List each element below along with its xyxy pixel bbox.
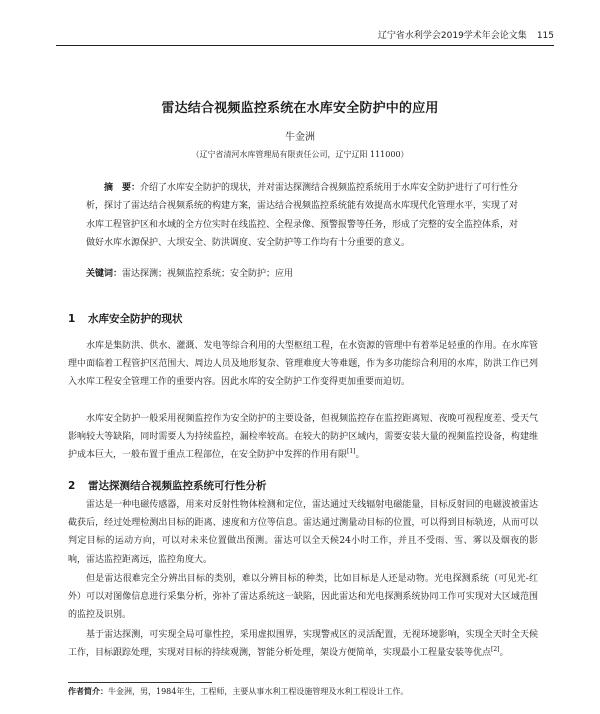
abstract-label: 摘 要： — [104, 183, 141, 193]
citation: [2] — [491, 646, 500, 654]
journal-name: 辽宁省水利学会2019学术年会论文集 — [377, 31, 527, 41]
author: 牛金洲 — [285, 132, 315, 143]
footnote-divider — [68, 682, 212, 683]
section-number: 2 — [68, 480, 76, 492]
body-paragraph: 水库安全防护一般采用视频监控作为安全防护的主要设备，但视频监控存在监控距离短、夜晚可视程度差、受天气影响较大等缺陷，同时需要人为持续监控，漏检率较高。在较大的防护区域内，需要安装大量的视频监控设备，构建维护成本巨大，一般布置于重点工程部位，在安全防护中发挥的作用有限[1]。 — [68, 414, 538, 461]
keywords-text: 雷达探测；视频监控系统；安全防护；应用 — [122, 269, 294, 279]
keywords-label: 关键词： — [86, 269, 123, 279]
paper-title: 雷达结合视频监控系统在水库安全防护中的应用 — [161, 101, 439, 116]
body-paragraph: 雷达是一种电磁传感器，用来对反射性物体检测和定位，雷达通过天线辐射电磁能量，目标反射回的电磁波被雷达截获后，经过处理检测出目标的距离、速度和方位等信息。雷达通过测量动目标的位置，可以得到目标轨迹，从而可以判定目标的运动方向，可以对未来位置做出预测。雷达可以全天候24小时工作，并且不受雨、雪、雾以及烟夜的影响，雷达监控距离远，监控角度大。 — [68, 500, 538, 565]
section-heading — [68, 311, 183, 326]
section-number: 1 — [68, 313, 76, 325]
body-paragraph: 但是雷达很难完全分辨出目标的类别，难以分辨目标的种类，比如目标是人还是动物。光电探测系统（可见光-红外）可以对图像信息进行采集分析，弥补了雷达系统这一缺陷，因此雷达和光电探测系统协同工作可实现对大区域范围的监控及识别。 — [68, 574, 538, 621]
page-number: 115 — [536, 31, 554, 41]
section-title: 雷达探测结合视频监控系统可行性分析 — [88, 480, 267, 492]
body-paragraph: 基于雷达探测，可实现全局可靠性控，采用虚拟围界，实现警戒区的灵活配置，无视环境影响，实现全天时全天候工作，目标跟踪处理，实现对目标的持续观测，智能分析处理，架设方便简单，实现最小工程量安装等优点[2]。 — [68, 630, 538, 659]
author-footnote — [68, 686, 538, 698]
keywords — [86, 265, 520, 283]
section-heading — [68, 478, 267, 493]
footnote-text: 牛金洲，男，1984年生，工程师，主要从事水利工程设施管理及水利工程设计工作。 — [108, 687, 409, 696]
body-paragraph: 水库是集防洪、供水、灌溉、发电等综合利用的大型枢纽工程，在水资源的管理中有着举足轻重的作用。在水库管理中面临着工程管护区范围大、周边人员及地形复杂、管理难度大等难题，作为多功能综合利用的水库，防洪工作已列入水库工程安全管理工作的重要内容。因此水库的安全防护工作变得更加重要而迫切。 — [68, 341, 538, 388]
running-head — [56, 30, 554, 46]
citation: [1] — [347, 448, 356, 456]
footnote-label: 作者简介： — [68, 687, 108, 696]
affiliation: （辽宁省清河水库管理局有限责任公司，辽宁辽阳 111000） — [191, 150, 409, 159]
abstract-text: 介绍了水库安全防护的现状，并对雷达探测结合视频监控系统用于水库安全防护进行了可行性分析，探讨了雷达结合视频系统的构建方案，雷达结合视频监控系统能有效提高水库现代化管理水平，实现了对水库工程管护区和水域的全方位实时在线监控、全程录像、预警报警等任务，形成了完整的安全监控体系，对做好水库水源保护、大坝安全、防洪调度、安全防护等工作均有十分重要的意义。 — [86, 183, 519, 248]
abstract — [86, 179, 520, 252]
section-title: 水库安全防护的现状 — [88, 313, 183, 325]
